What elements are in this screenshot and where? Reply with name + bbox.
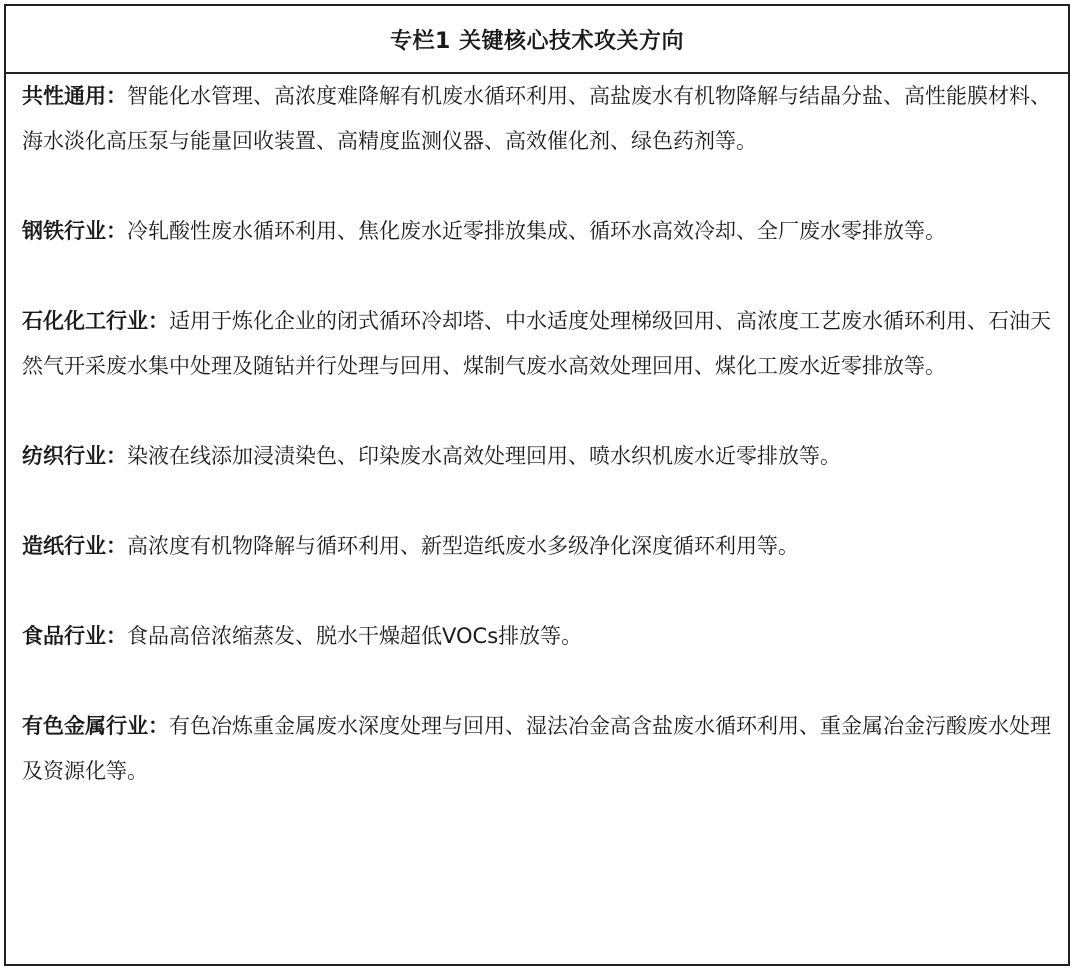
section-label: 纺织行业： [22, 444, 127, 468]
section-label: 共性通用： [22, 84, 127, 108]
section-text: 智能化水管理、高浓度难降解有机废水循环利用、高盐废水有机物降解与结晶分盐、高性能膜材料、海水淡化高压泵与能量回收装置、高精度监测仪器、高效催化剂、绿色药剂等。 [22, 84, 1051, 153]
column-content [6, 74, 1068, 794]
section-food [22, 614, 1054, 659]
section-label: 食品行业： [22, 624, 127, 648]
section-petrochemical [22, 299, 1054, 389]
column-box [4, 4, 1070, 966]
section-label: 钢铁行业： [22, 219, 127, 243]
section-paper [22, 524, 1054, 569]
section-text: 高浓度有机物降解与循环利用、新型造纸废水多级净化深度循环利用等。 [127, 534, 799, 558]
section-text: 冷轧酸性废水循环利用、焦化废水近零排放集成、循环水高效冷却、全厂废水零排放等。 [127, 219, 946, 243]
section-steel [22, 209, 1054, 254]
column-title: 专栏1 关键核心技术攻关方向 [6, 6, 1068, 74]
section-text: 染液在线添加浸渍染色、印染废水高效处理回用、喷水织机废水近零排放等。 [127, 444, 841, 468]
section-text: 食品高倍浓缩蒸发、脱水干燥超低VOCs排放等。 [127, 624, 583, 648]
section-textile [22, 434, 1054, 479]
section-nonferrous [22, 704, 1054, 794]
section-label: 石化化工行业： [22, 309, 169, 333]
section-text: 有色冶炼重金属废水深度处理与回用、湿法冶金高含盐废水循环利用、重金属冶金污酸废水处理及资源化等。 [22, 714, 1051, 783]
section-text: 适用于炼化企业的闭式循环冷却塔、中水适度处理梯级回用、高浓度工艺废水循环利用、石油天然气开采废水集中处理及随钻并行处理与回用、煤制气废水高效处理回用、煤化工废水近零排放等。 [22, 309, 1051, 378]
section-label: 有色金属行业： [22, 714, 169, 738]
section-label: 造纸行业： [22, 534, 127, 558]
section-common [22, 74, 1054, 164]
